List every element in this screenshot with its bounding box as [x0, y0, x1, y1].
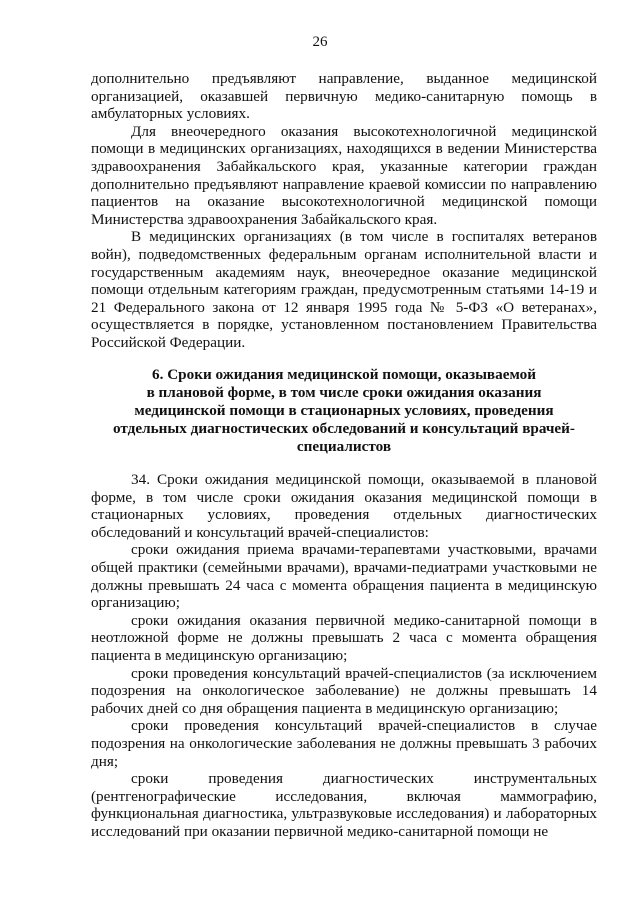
section-heading — [91, 366, 597, 456]
heading-line: медицинской помощи в стационарных условиях, проведения — [134, 402, 554, 419]
paragraph: сроки проведения консультаций врачей-специалистов (за исключением подозрения на онкологическое заболевание) не должны превышать 14 рабочих дней со дня обращения пациента в медицинскую организацию; — [91, 664, 597, 717]
paragraph: В медицинских организациях (в том числе в госпиталях ветеранов войн), подведомственных федеральным органам исполнительной власти и государственным академиям наук, внеочередное оказание медицинской помощи отдельным категориям граждан, предусмотренным статьями 14-19 и 21 Федерального закона от 12 января 1995 года № 5-ФЗ «О ветеранах», осуществляется в порядке, установленном постановлением Правительства Российской Федерации. — [91, 228, 597, 351]
heading-line: отдельных диагностических обследований и консультаций врачей- — [113, 420, 575, 437]
paragraph: сроки проведения консультаций врачей-специалистов в случае подозрения на онкологические заболевания не должны превышать 3 рабочих дня; — [91, 717, 597, 770]
top-text-block — [91, 70, 597, 352]
page-number: 26 — [312, 34, 328, 50]
heading-line: 6. Сроки ожидания медицинской помощи, оказываемой — [152, 366, 536, 383]
paragraph: 34. Сроки ожидания медицинской помощи, оказываемой в плановой форме, в том числе сроки ожидания оказания медицинской помощи в стационарных условиях, проведения отдельных диагностических обследований и консультаций врачей-специалистов: — [91, 471, 597, 541]
paragraph: сроки ожидания приема врачами-терапевтами участковыми, врачами общей практики (семейными врачами), врачами-педиатрами участковыми не должны превышать 24 часа с момента обращения пациента в медицинскую организацию; — [91, 541, 597, 612]
paragraph: сроки ожидания оказания первичной медико-санитарной помощи в неотложной форме не должны превышать 2 часа с момента обращения пациента в медицинскую организацию; — [91, 611, 597, 664]
heading-line: специалистов — [296, 438, 392, 455]
paragraph: дополнительно предъявляют направление, выданное медицинской организацией, оказавшей первичную медико-санитарную помощь в амбулаторных условиях. — [91, 70, 597, 123]
paragraph: сроки проведения диагностических инструментальных (рентгенографические исследования, включая маммографию, функциональная диагностика, ультразвуковые исследования) и лабораторных исследований при оказании первичной медико-санитарной помощи не — [91, 770, 597, 840]
heading-line: в плановой форме, в том числе сроки ожидания оказания — [146, 384, 542, 401]
bottom-text-block — [91, 471, 597, 840]
paragraph: Для внеочередного оказания высокотехнологичной медицинской помощи в медицинских организациях, находящихся в ведении Министерства здравоохранения Забайкальского края, указанные категории граждан дополнительно предъявляют направление краевой комиссии по направлению пациентов на оказание высокотехнологичной медицинской помощи Министерства здравоохранения Забайкальского края. — [91, 122, 597, 228]
